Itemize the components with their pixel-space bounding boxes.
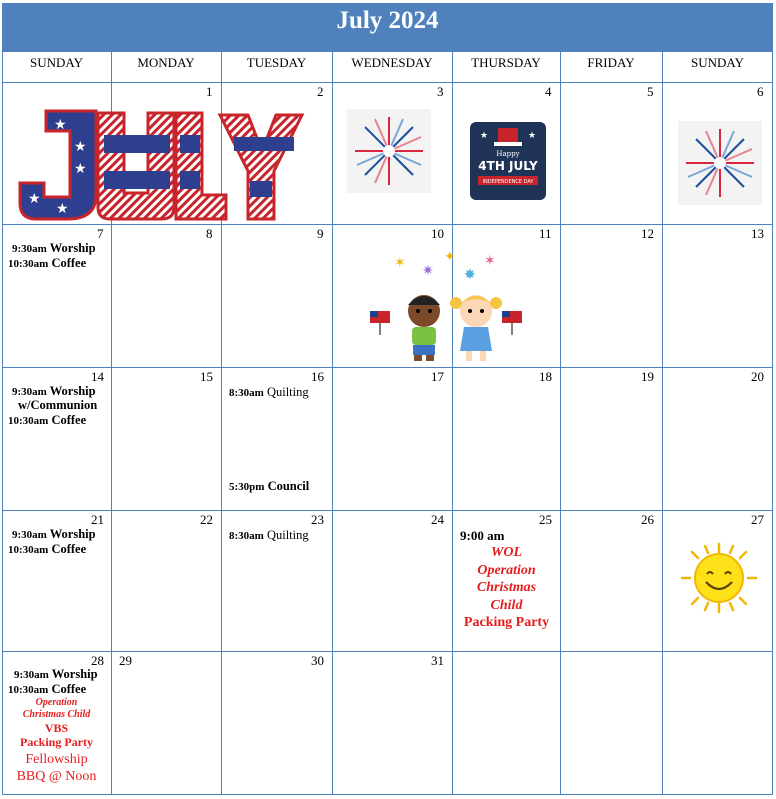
- date-1: 1: [206, 84, 213, 99]
- grid-line: [2, 510, 773, 511]
- date-2: 2: [317, 84, 324, 99]
- svg-text:★: ★: [54, 117, 67, 133]
- date-24: 24: [431, 512, 444, 527]
- event-16-council: 5:30pm Council: [229, 479, 310, 493]
- date-23: 23: [311, 512, 324, 527]
- event-25-line: WOL: [490, 545, 523, 560]
- badge-independence-text: INDEPENDENCE DAY: [482, 179, 534, 185]
- date-12: 12: [641, 226, 654, 241]
- grid-line: [452, 52, 453, 795]
- event-28-line: Christmas Child: [22, 709, 91, 720]
- event-28-occ: [2, 697, 111, 721]
- day-name-sunday: SUNDAY: [30, 55, 83, 70]
- date-18: 18: [539, 369, 552, 384]
- date-7: 7: [97, 226, 104, 241]
- event-7-coffee: 10:30am Coffee: [8, 256, 87, 270]
- date-31: 31: [431, 653, 444, 668]
- grid-line: [2, 224, 773, 225]
- event-28-line: VBS: [44, 721, 69, 735]
- event-28-line: Fellowship: [25, 752, 88, 767]
- date-21: 21: [91, 512, 104, 527]
- date-30: 30: [311, 653, 324, 668]
- badge-4th-july-text: 4TH JULY: [478, 159, 538, 173]
- event-28-line: Packing Party: [20, 735, 93, 749]
- grid-line: [772, 52, 773, 795]
- svg-text:✦: ✦: [444, 249, 456, 265]
- date-29: 29: [119, 653, 132, 668]
- svg-text:✶: ✶: [484, 253, 496, 269]
- day-name-friday: FRIDAY: [587, 55, 635, 70]
- event-25-line: Operation: [477, 562, 536, 578]
- event-16-quilting: 8:30am Quilting: [229, 385, 309, 399]
- svg-text:★: ★: [28, 191, 41, 207]
- date-26: 26: [641, 512, 654, 527]
- date-4: 4: [545, 84, 552, 99]
- badge-happy-text: Happy: [496, 150, 520, 158]
- date-3: 3: [437, 84, 444, 99]
- date-6: 6: [757, 84, 764, 99]
- svg-text:★: ★: [74, 161, 87, 177]
- grid-line: [2, 367, 773, 368]
- day-name-saturday: SUNDAY: [691, 55, 744, 70]
- svg-text:★: ★: [74, 139, 87, 155]
- fourth-of-july-badge: [468, 120, 548, 202]
- event-14-coffee: 10:30am Coffee: [8, 413, 87, 427]
- event-7-worship: 9:30am Worship: [12, 241, 96, 255]
- grid-line: [2, 82, 773, 83]
- event-25-line: Christmas: [476, 580, 537, 595]
- event-28-worship: 9:30am Worship: [14, 667, 98, 681]
- event-25-time: 9:00 am: [460, 528, 505, 543]
- date-11: 11: [539, 226, 552, 241]
- day-name-thursday: THURSDAY: [471, 55, 541, 70]
- date-5: 5: [647, 84, 654, 99]
- date-9: 9: [317, 226, 324, 241]
- day-name-tuesday: TUESDAY: [246, 55, 307, 70]
- date-10: 10: [431, 226, 444, 241]
- day-name-wednesday: WEDNESDAY: [351, 55, 433, 70]
- date-14: 14: [91, 369, 104, 384]
- date-16: 16: [311, 369, 324, 384]
- kids-with-flags-illustration: [366, 247, 526, 367]
- date-19: 19: [641, 369, 654, 384]
- calendar: [2, 3, 773, 795]
- grid-line: [2, 52, 3, 795]
- sun-icon: [676, 540, 762, 616]
- grid-line: [2, 794, 773, 795]
- svg-text:✶: ✶: [394, 255, 406, 271]
- event-25-line: Child: [490, 597, 523, 613]
- event-23-quilting: 8:30am Quilting: [229, 528, 309, 542]
- svg-text:★: ★: [528, 131, 537, 141]
- svg-text:✷: ✷: [422, 263, 434, 279]
- event-28-coffee: 10:30am Coffee: [8, 682, 87, 696]
- grid-line: [332, 52, 333, 795]
- day-name-monday: MONDAY: [137, 55, 195, 70]
- calendar-title: July 2024: [2, 3, 773, 52]
- fireworks-icon: [678, 121, 762, 205]
- svg-text:★: ★: [56, 201, 69, 217]
- event-28-line: BBQ @ Noon: [16, 769, 97, 784]
- event-21-coffee: 10:30am Coffee: [8, 542, 87, 556]
- july-word-art: [16, 107, 306, 223]
- svg-text:✸: ✸: [464, 267, 476, 283]
- grid-line: [662, 52, 663, 795]
- date-25: 25: [539, 512, 552, 527]
- event-21-worship: 9:30am Worship: [12, 527, 96, 541]
- grid-line: [560, 52, 561, 795]
- date-15: 15: [200, 369, 213, 384]
- event-28-vbs: [2, 721, 111, 749]
- date-13: 13: [751, 226, 764, 241]
- date-28: 28: [91, 653, 104, 668]
- svg-text:★: ★: [480, 131, 489, 141]
- event-28-line: Operation: [35, 697, 78, 708]
- event-25-description: [453, 544, 560, 632]
- event-28-bbq: [2, 751, 111, 785]
- event-14-communion: w/Communion: [18, 398, 98, 412]
- event-14-worship: 9:30am Worship: [12, 384, 96, 398]
- date-22: 22: [200, 512, 213, 527]
- grid-line: [2, 651, 773, 652]
- event-25-line: Packing Party: [463, 615, 550, 630]
- fireworks-icon: [347, 109, 431, 193]
- date-17: 17: [431, 369, 444, 384]
- date-8: 8: [206, 226, 213, 241]
- date-27: 27: [751, 512, 764, 527]
- date-20: 20: [751, 369, 764, 384]
